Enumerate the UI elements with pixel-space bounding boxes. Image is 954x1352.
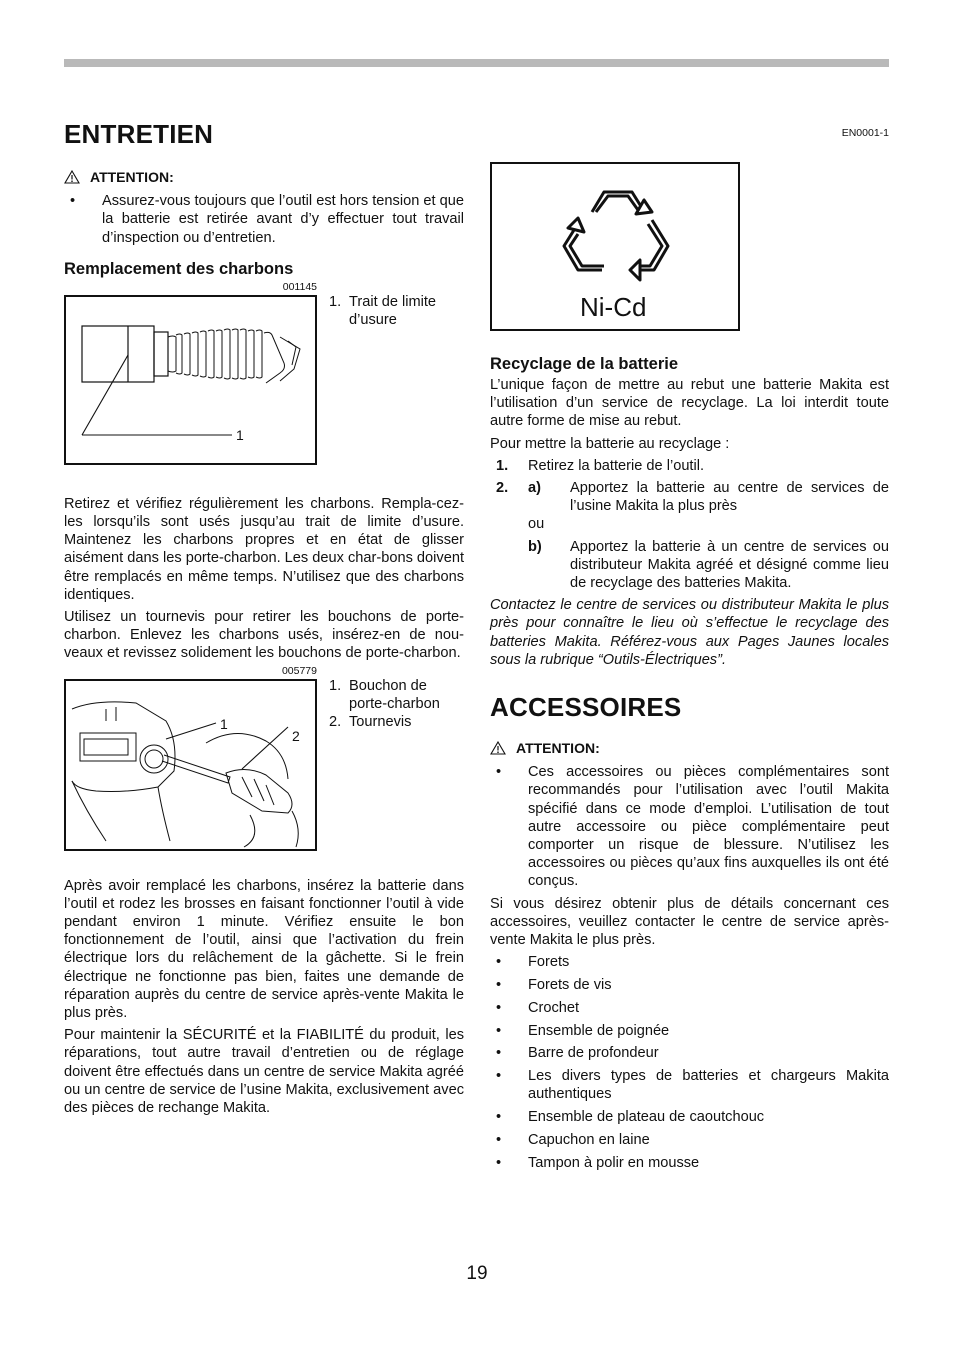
section-title-entretien: ENTRETIEN [64,119,214,149]
step-1: 1. Retirez la batterie de l’outil. [496,457,705,474]
figure-2-callout-1: 1 [220,715,228,732]
paragraph-charbons-1: Retirez et vérifiez régulièrement les charbons. Rempla-cez-les lorsqu’ils sont usés jusqu’au trait de limite d’usure. Maintenez les charbons propres et en état de glisser aisément dans les porte-charbon. Les deux char-bons doivent être remplacés en même temps. N’utilisez que des charbons identiques. [64,495,464,603]
figure-1-row [64,281,464,465]
list-item: • Barre de profondeur [496,1045,659,1062]
legend-item: 1. Trait de limite d’usure [329,293,437,329]
acc-attention-heading [490,739,889,757]
right-column [490,118,889,1177]
figure-1-callout-1: 1 [236,426,244,443]
section-title-accessoires: ACCESSOIRES [490,692,682,723]
list-item: • Crochet [496,999,580,1016]
attention-bullet: • Assurez-vous toujours que l’outil est hors tension et que la batterie est retirée avant d’y effectuer tout travail d’inspection ou d’entretien. [70,193,464,246]
list-item: • Ensemble de plateau de caoutchouc [496,1109,765,1126]
list-item: • Ensemble de poignée [496,1022,670,1039]
legend-item: 1. Bouchon de porte-charbon [329,677,440,712]
contact-note: Contactez le centre de services ou distributeur Makita le plus près pour connaître le lieu où s’effectue le recyclage des batteries Makita. Référez-vous aux Pages Jaunes locales sous la rubrique “Outils-Électriques”. [490,597,889,668]
list-item: • Forets de vis [496,977,612,994]
step-2b: b) Apportez la batterie à un centre de services ou distributeur Makita agréé et désigné comme lieu de recyclage des batteries Makita. [528,538,889,592]
list-item: • Capuchon en laine [496,1132,650,1149]
paragraph-after-replacement: Après avoir remplacé les charbons, insérez la batterie dans l’outil et rodez les brosses en faisant fonctionner l’outil à vide pendant environ 1 minute. Vérifiez ensuite le bon fonctionnement de l’outil, ainsi que l’activation du frein électrique lors du relâchement de la gâchette. Si le frein électrique ne fonctionne pas bien, faites une demande de réparation auprès du centre de service après-vente Makita le plus près. [64,877,464,1022]
left-column [64,118,464,1117]
recycle-symbol-box [490,162,740,331]
brush-cap-removal-illustration [66,681,315,849]
accessories-list [490,953,889,1172]
figure-2-row [64,665,464,851]
figure-1-legend [317,293,464,465]
doc-code: EN0001-1 [841,127,889,139]
subtitle-charbons: Remplacement des charbons [64,259,294,278]
figure-2-legend [317,677,464,851]
subtitle-recyclage: Recyclage de la batterie [490,355,679,373]
warning-icon [64,170,80,184]
attention-label: ATTENTION: [90,169,174,185]
figure-1-carbon-brush [64,295,317,465]
list-item: • Les divers types de batteries et chargeurs Makita authentiques [496,1068,889,1103]
step-2a: 2. a) Apportez la batterie au centre de services de l’usine Makita la plus près [496,480,889,515]
warning-icon [490,741,506,755]
page-number: 19 [466,1263,488,1284]
attention-heading [64,168,464,186]
header-rule [64,59,889,67]
figure-2-callout-2: 2 [292,727,300,744]
acc-paragraph: Si vous désirez obtenir plus de détails concernant ces accessoires, veuillez contacter le centre de service après-vente Makita le plus près. [490,895,889,949]
carbon-brush-illustration [66,297,315,463]
paragraph-safety: Pour maintenir la SÉCURITÉ et la FIABILITÉ du produit, les réparations, tout autre travail d’entretien ou de réglage doivent être effectués dans un centre de service Makita agréé ou un centre de service de l’usine Makita, exclusivement avec des pièces de rechange Makita. [64,1027,464,1117]
acc-attention-label: ATTENTION: [516,740,600,757]
step-or: ou [528,516,545,533]
ni-cd-label: Ni-Cd [580,292,647,322]
acc-attention-bullet: • Ces accessoires ou pièces complémentaires sont recommandés pour l’utilisation avec l’outil Makita spécifié dans ce mode d’emploi. L’utilisation de tout autre accessoire ou pièce complémentaire peut comporter un risque de blessure. N’utilisez les accessoires ou pièces qu’aux fins auxquelles ils ont été conçus. [496,764,889,890]
recycling-paragraph-2: Pour mettre la batterie au recyclage : [490,435,730,452]
recycle-icon [492,172,738,292]
figure-1-code: 001145 [282,280,317,293]
list-item: • Tampon à polir en mousse [496,1154,700,1171]
legend-item: 2. Tournevis [329,714,412,731]
figure-2-screwdriver [64,679,317,851]
list-item: • Forets [496,954,570,971]
paragraph-charbons-2: Utilisez un tournevis pour retirer les bouchons de porte-charbon. Enlevez les charbons usés, insérez-en de nou-veaux et revissez solidement les bouchons de porte-charbon. [64,609,464,662]
recycling-steps [490,457,889,592]
recycling-paragraph-1: L’unique façon de mettre au rebut une batterie Makita est l’utilisation d’un service de recyclage. La loi interdit toute autre forme de mise au rebut. [490,377,889,430]
figure-2-code: 005779 [281,664,317,677]
